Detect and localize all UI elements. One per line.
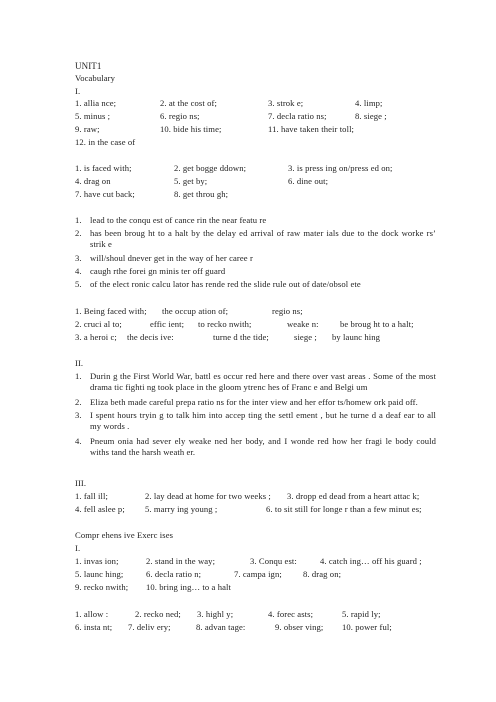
answer-item: 11. have taken their toll;: [268, 124, 355, 134]
answer-item: 1. allia nce;: [75, 98, 117, 108]
translation-answer: I spent hours tryin g to talk him into accep ting the settl ement , but he turne d a deaf ear to all my words .: [90, 410, 436, 432]
answer-item: turne d the tide;: [213, 332, 269, 342]
sentence-answer: caugh rthe forei gn minis ter off guard: [90, 266, 226, 276]
answer-item: the decis ive:: [127, 332, 174, 342]
answer-item: 9. raw;: [75, 124, 100, 134]
item-number: 4.: [75, 266, 82, 276]
item-number: 2.: [75, 228, 82, 238]
answer-item: 4. catch ing… off his guard ;: [320, 556, 422, 566]
answer-item: 6. decla ratio n;: [146, 569, 202, 579]
item-number: 4.: [75, 436, 82, 446]
answer-item: 10. bide his time;: [160, 124, 222, 134]
answer-item: 2. at the cost of;: [160, 98, 217, 108]
answer-item: 7. decla ratio ns;: [268, 111, 327, 121]
answer-item: 1. is faced with;: [75, 163, 132, 173]
answer-item: 9. obser ving;: [275, 622, 324, 632]
translation-answer: Eliza beth made careful prepa ratio ns for the inter view and her effor ts/homew ork paid off.: [90, 397, 418, 407]
answer-item: 7. deliv ery;: [128, 622, 171, 632]
answer-item: 6. insta nt;: [75, 622, 113, 632]
answer-item: 3. strok e;: [268, 98, 304, 108]
answer-item: 8. drag on;: [303, 569, 342, 579]
answer-item: 2. stand in the way;: [146, 556, 216, 566]
answer-item: 1. invas ion;: [75, 556, 119, 566]
answer-item: to recko nwith;: [198, 319, 252, 329]
answer-item: 7. have cut back;: [75, 189, 135, 199]
sentence-answer: has been broug ht to a halt by the delay ed arrival of raw mater ials due to the dock worke rs’ strik e: [90, 228, 436, 250]
vocabulary-heading: Vocabulary: [75, 73, 115, 83]
answer-item: 1. Being faced with;: [75, 306, 147, 316]
sentence-answer: of the elect ronic calcu lator has rende red the slide rule out of date/obsol ete: [90, 279, 361, 289]
answer-item: 5. launc hing;: [75, 569, 124, 579]
item-number: 2.: [75, 397, 82, 407]
item-number: 5.: [75, 279, 82, 289]
section-iii-label: III.: [75, 478, 87, 488]
answer-item: 2. lay dead at home for two weeks ;: [145, 491, 271, 501]
item-number: 3.: [75, 410, 82, 420]
answer-item: 5. rapid ly;: [342, 609, 381, 619]
answer-item: by launc hing: [332, 332, 381, 342]
answer-item: 4. forec asts;: [268, 609, 314, 619]
answer-item: 6. regio ns;: [160, 111, 200, 121]
answer-item: 3. highl y;: [197, 609, 234, 619]
item-number: 1.: [75, 371, 82, 381]
section-ii-label: II.: [75, 358, 84, 368]
answer-item: 5. minus ;: [75, 111, 111, 121]
sentence-answer: lead to the conqu est of cance rin the near featu re: [90, 215, 267, 225]
comprehensive-heading: Compr ehens ive Exerc ises: [75, 530, 174, 540]
answer-item: 3. is press ing on/press ed on;: [288, 163, 393, 173]
item-number: 1.: [75, 215, 82, 225]
answer-item: 8. advan tage:: [196, 622, 246, 632]
answer-item: 12. in the case of: [75, 137, 136, 147]
answer-item: effic ient;: [150, 319, 185, 329]
translation-answer: Pneum onia had sever ely weake ned her body, and I wonde red how her fragi le body could withs tand the harsh weath er.: [90, 436, 436, 458]
answer-item: 5. marry ing young ;: [145, 504, 218, 514]
answer-item: 3. dropp ed dead from a heart attac k;: [287, 491, 420, 501]
answer-item: 3. a heroi c;: [75, 332, 117, 342]
answer-item: be broug ht to a halt;: [340, 319, 414, 329]
answer-item: 7. campa ign;: [234, 569, 282, 579]
answer-item: 8. get throu gh;: [174, 189, 229, 199]
answer-item: weake n:: [287, 319, 319, 329]
answer-item: 2. get bogge ddown;: [174, 163, 247, 173]
answer-item: 10. bring ing… to a halt: [146, 582, 231, 592]
answer-item: 5. get by;: [174, 176, 208, 186]
answer-item: 1. fall ill;: [75, 491, 108, 501]
section-i-label: I.: [75, 86, 81, 96]
answer-item: 6. dine out;: [288, 176, 329, 186]
sentence-answer: will/shoul dnever get in the way of her caree r: [90, 253, 253, 263]
answer-item: 3. Conqu est:: [250, 556, 297, 566]
answer-item: 8. siege ;: [355, 111, 387, 121]
unit-title: UNIT1: [75, 61, 102, 71]
answer-item: 4. drag on: [75, 176, 111, 186]
translation-answer: Durin g the First World War, battl es occur red here and there over vast areas . Some of the most drama tic fighti ng took place in the gloom ytrenc hes of Franc e and Belgi um: [90, 371, 436, 393]
answer-item: 10. power ful;: [342, 622, 392, 632]
answer-item: 1. allow :: [75, 609, 109, 619]
item-number: 3.: [75, 253, 82, 263]
answer-item: 4. fell aslee p;: [75, 504, 125, 514]
answer-item: 2. recko ned;: [135, 609, 181, 619]
answer-item: 2. cruci al to;: [75, 319, 122, 329]
answer-item: the occup ation of;: [162, 306, 229, 316]
answer-item: 9. recko nwith;: [75, 582, 129, 592]
answer-item: regio ns;: [272, 306, 303, 316]
answer-item: siege ;: [294, 332, 317, 342]
comprehensive-section-i-label: I.: [75, 543, 81, 553]
answer-item: 4. limp;: [355, 98, 383, 108]
answer-item: 6. to sit still for longe r than a few minut es;: [266, 504, 422, 514]
